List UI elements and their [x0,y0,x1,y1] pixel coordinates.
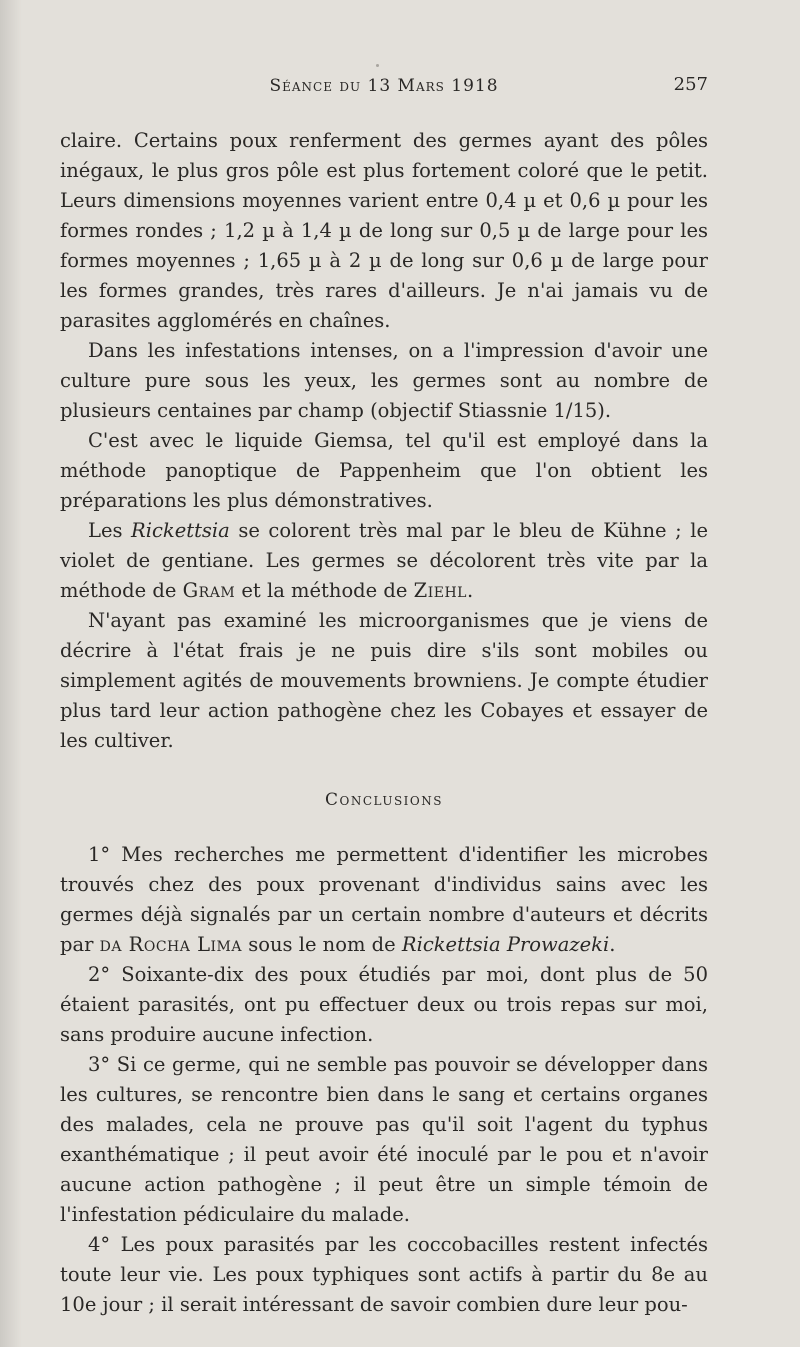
species-name: Rickettsia Prowazeki [401,933,610,956]
paragraph-fresh-state: N'ayant pas examiné les microorganismes que je viens de décrire à l'état frais je ne puis dire s'ils sont mobiles ou simplement agités de mouvements browniens. Je compte étudier plus tard leur action pathogène chez les Cobayes et essayer de les cultiver. [60,609,708,752]
page-header [60,76,708,106]
paper-speck [376,64,379,67]
text-run: Les [88,519,132,542]
conclusion-4: 4° Les poux parasités par les coccobacilles restent infectés toute leur vie. Les poux typhiques sont actifs à partir du 8e au 10e jour ; il serait intéressant de savoir combien dure leur pou- [60,1233,708,1316]
author-name-ziehl: Ziehl [413,579,467,602]
paragraph-continuation: claire. Certains poux renferment des germes ayant des pôles inégaux, le plus gros pôle est plus fortement coloré que le petit. Leurs dimensions moyennes varient entre 0,4 µ et 0,6 µ pour les formes rondes ; 1,2 µ à 1,4 µ de long sur 0,5 µ de large pour les formes moyennes ; 1,65 µ à 2 µ de long sur 0,6 µ de large pour les formes grandes, très rares d'ailleurs. Je n'ai jamais vu de parasites agglomérés en chaînes. [60,129,708,332]
genus-name: Rickettsia [131,519,230,542]
text-run: 1° Mes recherches me permettent d'identifier les microbes trouvés chez des poux provenant d'individus sains avec les germes déjà signalés par un certain nombre d'auteurs et décrits par [60,843,708,956]
text-run: . [466,579,474,602]
conclusion-1 [60,840,708,960]
paragraph-staining [60,516,708,606]
running-title: Séance du 13 Mars 1918 [269,76,499,96]
conclusion-2: 2° Soixante-dix des poux étudiés par moi, dont plus de 50 étaient parasités, ont pu effectuer deux ou trois repas sur moi, sans produire aucune infection. [60,963,708,1046]
text-run: et la méthode de [235,579,414,602]
author-name-rocha-lima: da Rocha Lima [99,933,242,956]
conclusion-3: 3° Si ce germe, qui ne semble pas pouvoir se développer dans les cultures, se rencontre bien dans le sang et certains organes des malades, cela ne prouve pas qu'il soit l'agent du typhus exanthématique ; il peut avoir été inoculé par le pou et n'avoir aucune action pathogène ; il peut être un simple témoin de l'infestation pédiculaire du malade. [60,1053,708,1226]
text-run: se colorent très mal par le bleu de Kühne ; le violet de gentiane. Les germes se décolorent très vite par la méthode de [60,519,708,602]
paragraph-infestations: Dans les infestations intenses, on a l'impression d'avoir une culture pure sous les yeux, les germes sont au nombre de plusieurs centaines par champ (objectif Stiassnie 1/15). [60,339,708,422]
paper-speck [214,683,217,686]
section-heading: Conclusions [325,790,443,810]
text-run: sous le nom de [242,933,402,956]
text-run: . [609,933,616,956]
page-number: 257 [673,74,708,95]
author-name-gram: Gram [182,579,236,602]
page-body [60,126,708,1320]
paragraph-giemsa: C'est avec le liquide Giemsa, tel qu'il est employé dans la méthode panoptique de Pappenheim que l'on obtient les préparations les plus démonstratives. [60,429,708,512]
